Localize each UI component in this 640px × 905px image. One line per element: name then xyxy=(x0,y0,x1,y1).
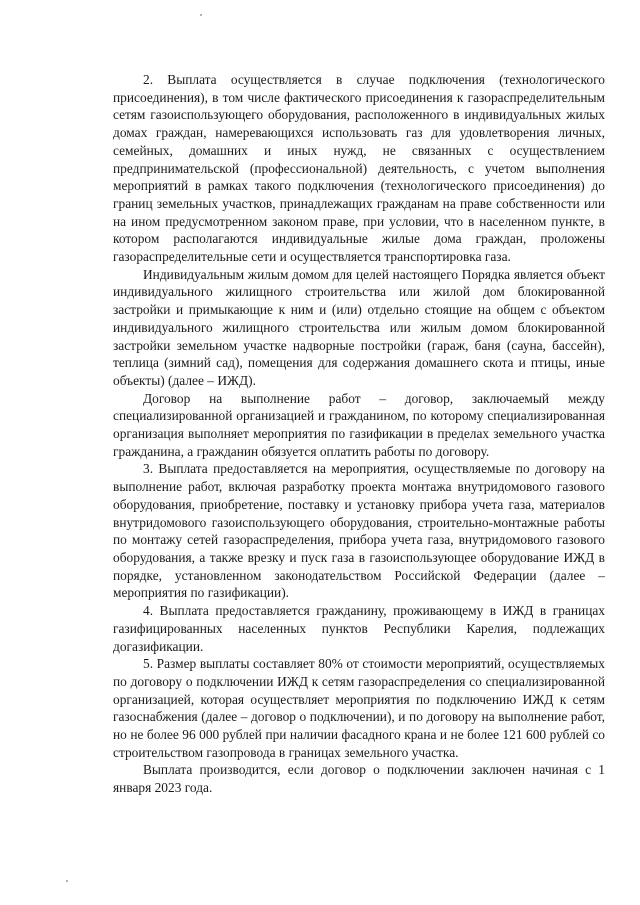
paragraph-payment-date: Выплата производится, если договор о подключении заключен начиная с 1 января 2023 года. xyxy=(113,762,605,796)
paragraph-3: 3. Выплата предоставляется на мероприятия, осуществляемые по договору на выполнение работ, включая разработку проекта монтажа внутридомового газового оборудования, приобретение, поставку и установку прибора учета газа, материалов внутридомового газоиспользующего оборудования, строительно-монтажные работы по монтажу сетей газораспределения, прибора учета газа, внутридомового газового оборудования, а также врезку и пуск газа в газоиспользующее оборудование ИЖД в порядке, установленном законодательством Российской Федерации (далее – мероприятия по газификации). xyxy=(113,461,605,601)
scan-speck xyxy=(200,14,202,16)
paragraph-2: 2. Выплата осуществляется в случае подключения (технологического присоединения), в том числе фактического присоединения к газораспределительным сетям газоиспользующего оборудования, расположенного в индивидуальных жилых домах граждан, намеревающихся использовать газ для удовлетворения личных, семейных, домашних и иных нужд, не связанных с осуществлением предпринимательской (профессиональной) деятельность, с учетом выполнения мероприятий в рамках такого подключения (технологического присоединения) до границ земельных участков, принадлежащих гражданам на праве собственности или на ином предусмотренном законом праве, при условии, что в населенном пункте, в котором располагаются индивидуальные жилые дома граждан, проложены газораспределительные сети и осуществляется транспортировка газа. xyxy=(113,72,605,265)
paragraph-contract-definition: Договор на выполнение работ – договор, заключаемый между специализированной организацией и гражданином, по которому специализированная организация выполняет мероприятия по газификации в пределах земельного участка гражданина, а гражданин обязуется оплатить работы по договору. xyxy=(113,390,605,459)
paragraph-4: 4. Выплата предоставляется гражданину, проживающему в ИЖД в границах газифицированных населенных пунктов Республики Карелия, подлежащих догазификации. xyxy=(113,603,605,654)
document-body xyxy=(113,71,605,797)
paragraph-5: 5. Размер выплаты составляет 80% от стоимости мероприятий, осуществляемых по договору о подключении ИЖД к сетям газораспределения со специализированной организацией, которая осуществляет мероприятия по подключению ИЖД к сетям газоснабжения (далее – договор о подключении), и по договору на выполнение работ, но не более 96 000 рублей при наличии фасадного крана и не более 121 600 рублей со строительством газопровода в границах земельного участка. xyxy=(113,656,605,760)
scan-speck xyxy=(66,880,68,882)
paragraph-ijd-definition: Индивидуальным жилым домом для целей настоящего Порядка является объект индивидуального жилищного строительства или жилой дом блокированной застройки и примыкающие к ним и (или) отдельно стоящие на общем с объектом индивидуального жилищного строительства или жилым домом блокированной застройки земельном участке надворные постройки (гараж, баня (сауна, бассейн), теплица (зимний сад), помещения для содержания домашнего скота и птицы, иные объекты) (далее – ИЖД). xyxy=(113,266,605,388)
